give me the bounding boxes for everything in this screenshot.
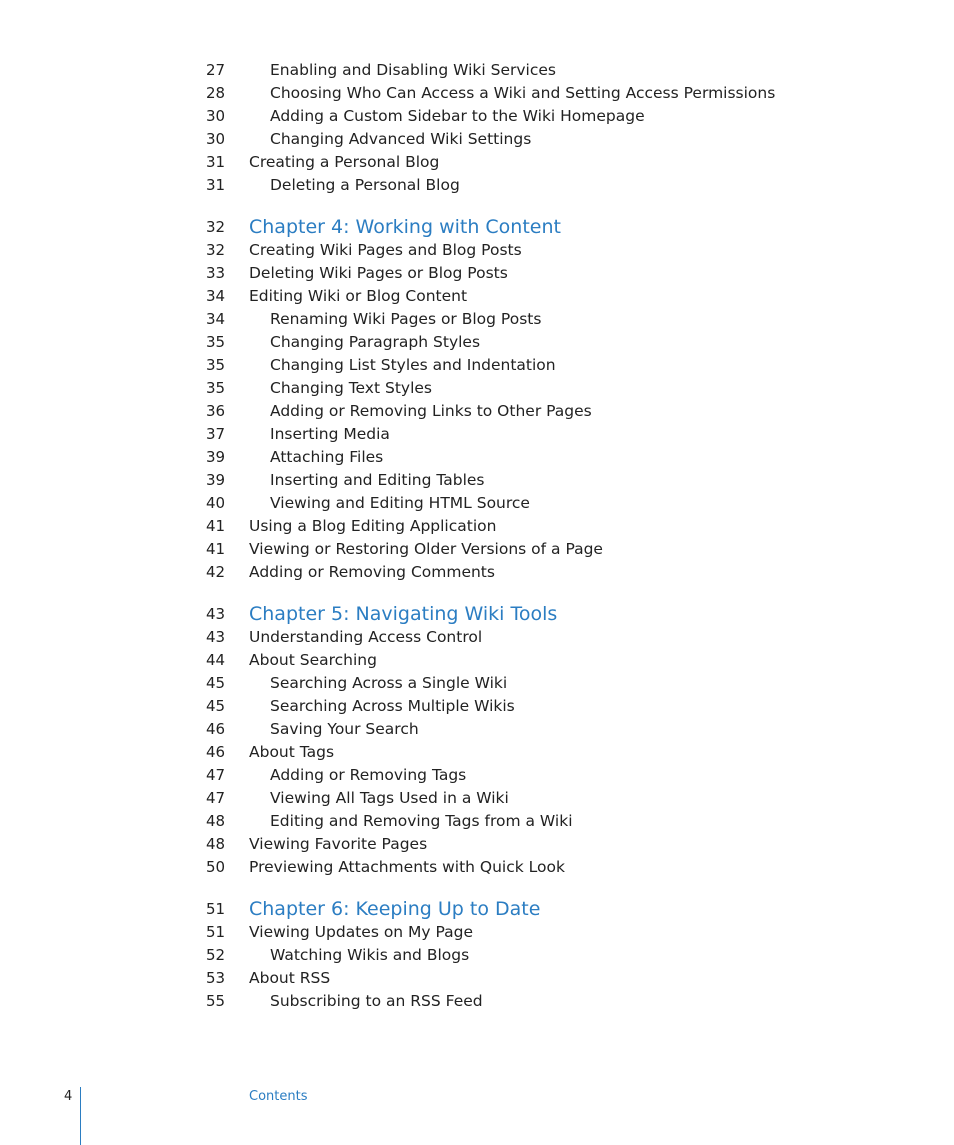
toc-entry-row [0,492,954,515]
toc-entry-row [0,764,954,787]
toc-page-number: 39 [206,448,226,466]
toc-entry-row [0,423,954,446]
toc-entry-row [0,787,954,810]
toc-page-number: 51 [206,923,226,941]
toc-entry-row [0,810,954,833]
toc-page-number: 30 [206,107,226,125]
toc-page-number: 53 [206,969,226,987]
toc-entry-row [0,446,954,469]
toc-page-number: 39 [206,471,226,489]
toc-entry-title[interactable]: Inserting and Editing Tables [270,471,485,489]
toc-entry-title[interactable]: Changing Text Styles [270,379,432,397]
toc-page-number: 31 [206,153,226,171]
toc-page-number: 52 [206,946,226,964]
toc-entry-row [0,672,954,695]
toc-entry-row [0,59,954,82]
toc-chapter-row [0,897,954,920]
toc-entry-title[interactable]: Choosing Who Can Access a Wiki and Setting Access Permissions [270,84,776,102]
toc-entry-row [0,967,954,990]
toc-entry-row [0,833,954,856]
toc-page-number: 51 [206,900,226,918]
toc-page-number: 34 [206,310,226,328]
toc-entry-row [0,469,954,492]
toc-entry-row [0,626,954,649]
toc-page-number: 33 [206,264,226,282]
toc-entry-row [0,990,954,1013]
toc-entry-row [0,538,954,561]
toc-entry-row [0,285,954,308]
toc-entry-row [0,944,954,967]
toc-page-number: 46 [206,743,226,761]
toc-entry-row [0,856,954,879]
footer-section-link[interactable]: Contents [249,1089,308,1104]
toc-entry-row [0,561,954,584]
footer-divider [80,1087,81,1145]
toc-entry-title[interactable]: Adding or Removing Comments [249,563,495,581]
toc-page-number: 28 [206,84,226,102]
footer-page-number: 4 [64,1089,73,1104]
toc-entry-row [0,105,954,128]
toc-page-number: 50 [206,858,226,876]
toc-entry-title[interactable]: Attaching Files [270,448,384,466]
toc-entry-title[interactable]: Using a Blog Editing Application [249,517,497,535]
toc-entry-row [0,515,954,538]
toc-page-number: 41 [206,540,226,558]
toc-page-number: 47 [206,766,226,784]
toc-page-number: 42 [206,563,226,581]
toc-page-number: 36 [206,402,226,420]
toc-entry-title[interactable]: Viewing or Restoring Older Versions of a Page [249,540,603,558]
toc-page-number: 34 [206,287,226,305]
toc-page-number: 30 [206,130,226,148]
toc-entry-row [0,128,954,151]
toc-page-number: 45 [206,697,226,715]
toc-page-number: 48 [206,812,226,830]
toc-page-number: 27 [206,61,226,79]
toc-chapter-title[interactable]: Chapter 5: Navigating Wiki Tools [249,603,558,625]
toc-page-number: 43 [206,628,226,646]
toc-page-number: 55 [206,992,226,1010]
toc-entry-row [0,400,954,423]
toc-entry-row [0,262,954,285]
toc-entry-title[interactable]: Deleting Wiki Pages or Blog Posts [249,264,508,282]
toc-entry-title[interactable]: About Searching [249,651,377,669]
toc-entry-row [0,921,954,944]
toc-entry-title[interactable]: Adding a Custom Sidebar to the Wiki Homepage [270,107,645,125]
toc-page-number: 46 [206,720,226,738]
toc-page-number: 47 [206,789,226,807]
toc-entry-row [0,82,954,105]
toc-page-number: 40 [206,494,226,512]
toc-entry-title[interactable]: Adding or Removing Tags [270,766,467,784]
toc-entry-row [0,695,954,718]
toc-page-number: 35 [206,333,226,351]
toc-entry-title[interactable]: About RSS [249,969,331,987]
toc-entry-title[interactable]: Renaming Wiki Pages or Blog Posts [270,310,542,328]
toc-entry-title[interactable]: About Tags [249,743,335,761]
toc-page-number: 45 [206,674,226,692]
toc-entry-title[interactable]: Changing Advanced Wiki Settings [270,130,532,148]
toc-entry-row [0,649,954,672]
toc-entry-title[interactable]: Viewing All Tags Used in a Wiki [270,789,509,807]
toc-entry-title[interactable]: Viewing and Editing HTML Source [270,494,530,512]
toc-chapter-row [0,602,954,625]
toc-page-number: 35 [206,379,226,397]
toc-page-number: 43 [206,605,226,623]
toc-entry-title[interactable]: Inserting Media [270,425,390,443]
toc-page-number: 32 [206,218,226,236]
toc-entry-title[interactable]: Changing Paragraph Styles [270,333,481,351]
toc-entry-row [0,354,954,377]
toc-entry-title[interactable]: Editing and Removing Tags from a Wiki [270,812,573,830]
toc-entry-row [0,741,954,764]
toc-entry-title[interactable]: Deleting a Personal Blog [270,176,460,194]
toc-entry-row [0,308,954,331]
toc-chapter-row [0,215,954,238]
toc-entry-title[interactable]: Editing Wiki or Blog Content [249,287,468,305]
toc-page-number: 41 [206,517,226,535]
toc-entry-title[interactable]: Changing List Styles and Indentation [270,356,556,374]
toc-entry-title[interactable]: Creating Wiki Pages and Blog Posts [249,241,522,259]
toc-entry-row [0,239,954,262]
toc-page-number: 37 [206,425,226,443]
toc-page-number: 44 [206,651,226,669]
toc-entry-row [0,174,954,197]
toc-chapter-title[interactable]: Chapter 6: Keeping Up to Date [249,898,541,920]
toc-entry-title[interactable]: Subscribing to an RSS Feed [270,992,483,1010]
toc-entry-title[interactable]: Adding or Removing Links to Other Pages [270,402,592,420]
toc-page-number: 32 [206,241,226,259]
toc-entry-title[interactable]: Creating a Personal Blog [249,153,440,171]
toc-entry-title[interactable]: Previewing Attachments with Quick Look [249,858,565,876]
toc-entry-row [0,331,954,354]
toc-entry-title[interactable]: Watching Wikis and Blogs [270,946,470,964]
toc-entry-title[interactable]: Understanding Access Control [249,628,483,646]
toc-entry-title[interactable]: Searching Across Multiple Wikis [270,697,515,715]
toc-page-number: 48 [206,835,226,853]
toc-entry-title[interactable]: Searching Across a Single Wiki [270,674,508,692]
toc-chapter-title[interactable]: Chapter 4: Working with Content [249,216,561,238]
toc-page-number: 35 [206,356,226,374]
toc-entry-title[interactable]: Saving Your Search [270,720,419,738]
toc-entry-title[interactable]: Viewing Updates on My Page [249,923,474,941]
toc-entry-row [0,151,954,174]
toc-entry-title[interactable]: Enabling and Disabling Wiki Services [270,61,556,79]
toc-entry-title[interactable]: Viewing Favorite Pages [249,835,428,853]
toc-page-number: 31 [206,176,226,194]
toc-entry-row [0,718,954,741]
toc-entry-row [0,377,954,400]
